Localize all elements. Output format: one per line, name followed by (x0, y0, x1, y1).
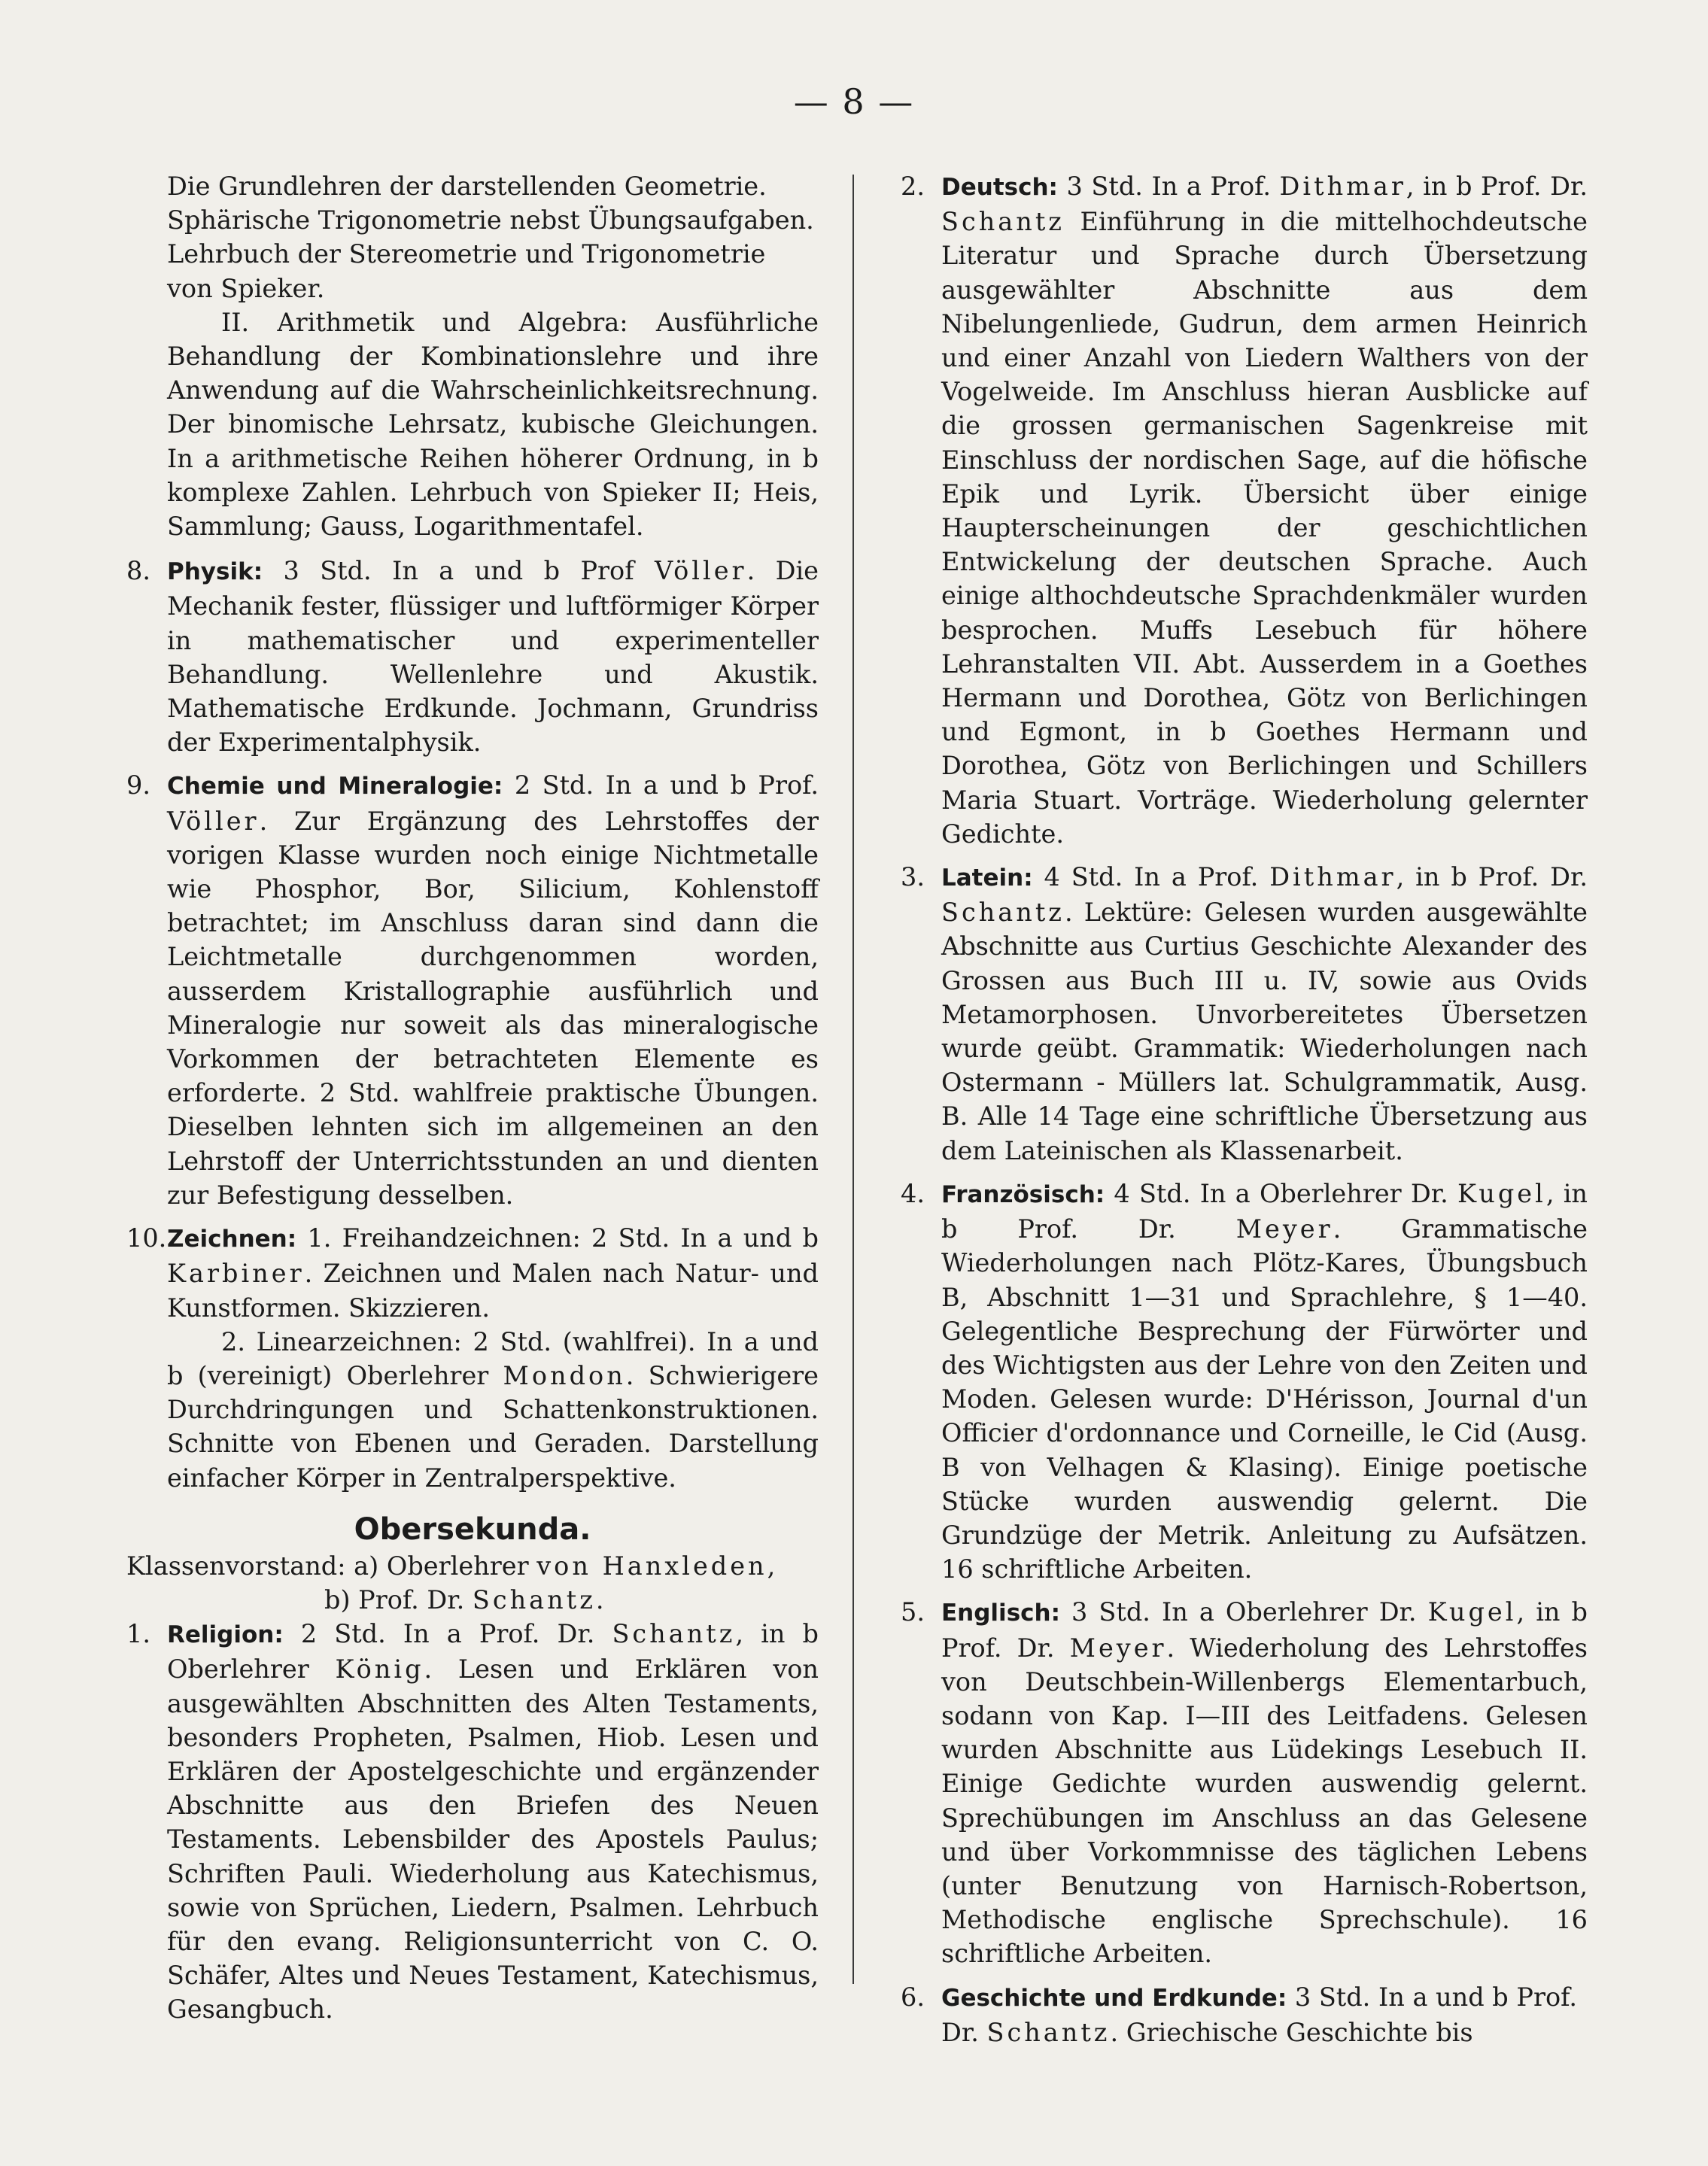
item-number: 10. (126, 1223, 167, 1253)
teacher-name: Dithmar (1279, 172, 1406, 201)
item-number: 1. (126, 1619, 150, 1649)
teacher-name: Schantz (941, 207, 1065, 237)
klassenvorstand-a: Klassenvorstand: a) Oberlehrer von Hanxleden, (126, 1551, 776, 1581)
item-text: , in b Prof. Dr. (941, 1597, 1588, 1663)
item-text: 2. Linearzeichnen: 2 Std. (wahlfrei). In a und b (vereinigt) Oberlehrer (167, 1326, 819, 1390)
item-text: 4 Std. In a Oberlehrer Dr. (1105, 1178, 1457, 1208)
teacher-name: Völler (167, 806, 260, 836)
geometry-line: von Spieker. (167, 273, 325, 303)
item-heading: Französisch: (941, 1180, 1105, 1208)
page-number: — 8 — (793, 81, 915, 122)
item-text: . Die Mechanik fester, flüssiger und luftförmiger Körper in mathematischer und experimenteller Behandlung. Wellenlehre und Akustik. Mathematische Erdkunde. Jochmann, Grundriss der Experimentalphysik. (167, 556, 819, 758)
item-text: 2 Std. In a Prof. Dr. (283, 1619, 612, 1649)
item-text: . Wiederholung des Lehrstoffes von Deutschbein-Willenbergs Elementarbuch, sodann von Kap. I—III des Leitfadens. Gelesen wurden Abschnitte aus Lüdekings Lesebuch II. Einige Gedichte wurden auswendig gelernt. Sprechübungen im Anschluss an das Gelesene und über Vorkommnisse des täglichen Lebens (unter Benutzung von Harnisch-Robertson, Methodische englische Sprechschule). 16 schriftliche Arbeiten. (941, 1633, 1588, 1969)
item-number: 5. (901, 1597, 925, 1627)
arithmetic-paragraph (126, 305, 819, 543)
item-heading: Englisch: (941, 1599, 1060, 1627)
item-heading: Chemie und Mineralogie: (167, 773, 503, 800)
teacher-name: Schantz (941, 898, 1065, 928)
klassenvorstand-b: b) Prof. Dr. Schantz. (324, 1584, 604, 1615)
item-text: 3 Std. In a und b Prof. Dr. (941, 1982, 1577, 2047)
item-heading: Deutsch: (941, 174, 1058, 201)
item-text: . Schwierigere Durchdringungen und Schattenkonstruktionen. Schnitte von Ebenen und Geraden. Darstellung einfacher Körper in Zentralperspektive. (167, 1360, 819, 1493)
kv-label: b) Prof. Dr. (324, 1584, 473, 1615)
geometry-line: Lehrbuch der Stereometrie und Trigonometrie (167, 239, 766, 269)
item-geschichte (901, 1980, 1588, 2049)
item-number: 2. (901, 172, 925, 201)
item-linearzeichnen (126, 1325, 819, 1495)
item-text: 2 Std. In a und b Prof. (503, 770, 819, 800)
item-englisch (901, 1595, 1588, 1970)
teacher-name: Mondon (503, 1360, 626, 1390)
item-heading: Geschichte und Erdkunde: (941, 1984, 1287, 2012)
item-chemie (126, 768, 819, 1212)
item-text: . Grammatische Wiederholungen nach Plötz-Kares, Übungsbuch B, Abschnitt 1—31 und Sprachlehre, § 1—40. Gelegentliche Besprechung der Fürwörter und des Wichtigsten aus der Lehre von den Zeiten und Moden. Gelesen wurde: D'Hérisson, Journal d'un Officier d'ordonnance und Corneille, le Cid (Ausg. B von Velhagen & Klasing). Einige poetische Stücke wurden auswendig gelernt. Die Grundzüge der Metrik. Anleitung zu Aufsätzen. 16 schriftliche Arbeiten. (941, 1214, 1588, 1584)
item-text: , in b Prof. Dr. (941, 1178, 1588, 1244)
item-text: . Lektüre: Gelesen wurden ausgewählte Abschnitte aus Curtius Geschichte Alexander des Grossen aus Buch III u. IV, sowie aus Ovids Metamorphosen. Unvorbereitetes Übersetzen wurde geübt. Grammatik: Wiederholungen nach Ostermann - Müllers lat. Schulgrammatik, Ausg. B. Alle 14 Tage eine schriftliche Übersetzung aus dem Lateinischen als Klassenarbeit. (941, 898, 1588, 1165)
item-zeichnen (126, 1221, 819, 1325)
teacher-name: Schantz (986, 2017, 1111, 2047)
item-text: . Lesen und Erklären von ausgewählten Abschnitten des Alten Testaments, besonders Propheten, Psalmen, Hiob. Lesen und Erklären der Apostelgeschichte und ergänzender Abschnitte aus den Briefen des Neuen Testaments. Lebensbilder des Apostels Paulus; Schriften Pauli. Wiederholung aus Katechismus, sowie von Sprüchen, Liedern, Psalmen. Lehrbuch für den evang. Religionsunterricht von C. O. Schäfer, Altes und Neues Testament, Katechismus, Gesangbuch. (167, 1654, 819, 2025)
item-text: 3 Std. In a und b Prof (263, 556, 655, 586)
item-heading: Zeichnen: (167, 1226, 297, 1253)
item-text: , in b Prof. Dr. (1396, 862, 1588, 892)
arithmetic-text: II. Arithmetik und Algebra: Ausführliche Behandlung der Kombinationslehre und ihre Anwendung auf die Wahrscheinlichkeitsrechnung. Der binomische Lehrsatz, kubische Gleichungen. In a arithmetische Reihen höherer Ordnung, in b komplexe Zahlen. Lehrbuch von Spieker II; Heis, Sammlung; Gauss, Logarithmentafel. (167, 307, 819, 542)
item-text: 3 Std. In a Prof. (1057, 172, 1280, 201)
item-text: . Griechische Geschichte bis (1110, 2017, 1473, 2047)
teacher-name: Kugel (1457, 1178, 1546, 1208)
teacher-name: Meyer (1235, 1214, 1333, 1244)
teacher-name: König (335, 1654, 424, 1684)
item-number: 8. (126, 556, 150, 586)
item-text: , in b Oberlehrer (167, 1619, 819, 1684)
item-text: . Zeichnen und Malen nach Natur- und Kunstformen. Skizzieren. (167, 1259, 819, 1323)
geometry-paragraph (126, 169, 819, 305)
item-franzoesisch (901, 1177, 1588, 1586)
item-heading: Religion: (167, 1621, 284, 1649)
item-text: . Zur Ergänzung des Lehrstoffes der vorigen Klasse wurden noch einige Nichtmetalle wie Phosphor, Bor, Silicium, Kohlenstoff betrachtet; im Anschluss daran sind dann die Leichtmetalle durchgenommen worden, ausserdem Kristallographie ausführlich und Mineralogie nur soweit als das mineralogische Vorkommen der betrachteten Elemente es erforderte. 2 Std. wahlfreie praktische Übungen. Dieselben lehnten sich im allgemeinen an den Lehrstoff der Unterrichtsstunden an und dienten zur Befestigung desselben. (167, 806, 819, 1210)
item-number: 3. (901, 862, 925, 892)
geometry-line: Sphärische Trigonometrie nebst Übungsaufgaben. (167, 205, 814, 235)
section-title: Obersekunda. (354, 1511, 591, 1547)
teacher-name: Meyer (1069, 1633, 1167, 1663)
teacher-name: Schantz (472, 1584, 596, 1615)
item-deutsch (901, 169, 1588, 851)
teacher-name: Kugel (1427, 1597, 1517, 1627)
item-number: 6. (901, 1982, 925, 2012)
column-divider (852, 175, 854, 1984)
item-text: 3 Std. In a Oberlehrer Dr. (1059, 1597, 1428, 1627)
item-text: Einführung in die mittelhochdeutsche Literatur und Sprache durch Übersetzung ausgewählter Abschnitte aus dem Nibelungenliede, Gudrun, dem armen Heinrich und einer Anzahl von Liedern Walthers von der Vogelweide. Im Anschluss hieran Ausblicke auf die grossen germanischen Sagenkreise mit Einschluss der nordischen Sage, auf die höfische Epik und Lyrik. Übersicht über einige Haupterscheinungen der geschichtlichen Entwickelung der deutschen Sprache. Auch einige althochdeutsche Sprachdenkmäler wurden besprochen. Muffs Lesebuch für höhere Lehranstalten VII. Abt. Ausserdem in a Goethes Hermann und Dorothea, Götz von Berlichingen und Egmont, in b Goethes Hermann und Dorothea, Götz von Berlichingen und Schillers Maria Stuart. Vorträge. Wiederholung gelernter Gedichte. (941, 207, 1588, 849)
item-heading: Physik: (167, 558, 263, 586)
item-number: 4. (901, 1178, 925, 1208)
teacher-name: von Hanxleden (536, 1551, 767, 1581)
teacher-name: Völler (655, 556, 747, 586)
right-column (901, 169, 1588, 2049)
left-column (126, 169, 819, 2027)
item-text: 4 Std. In a Prof. (1032, 862, 1270, 892)
geometry-line: Die Grundlehren der darstellenden Geometrie. (167, 172, 767, 201)
teacher-name: Karbiner (167, 1259, 305, 1289)
item-heading: Latein: (941, 864, 1033, 892)
teacher-name: Dithmar (1269, 862, 1396, 892)
teacher-name: Schantz (612, 1619, 736, 1649)
item-text: 1. Freihandzeichnen: 2 Std. In a und b (296, 1223, 819, 1253)
item-latein (901, 860, 1588, 1168)
item-text: , in b Prof. Dr. (1406, 172, 1588, 201)
item-number: 9. (126, 770, 150, 800)
kv-label: Klassenvorstand: a) Oberlehrer (126, 1551, 537, 1581)
item-physik (126, 554, 819, 759)
item-religion (126, 1617, 819, 2026)
